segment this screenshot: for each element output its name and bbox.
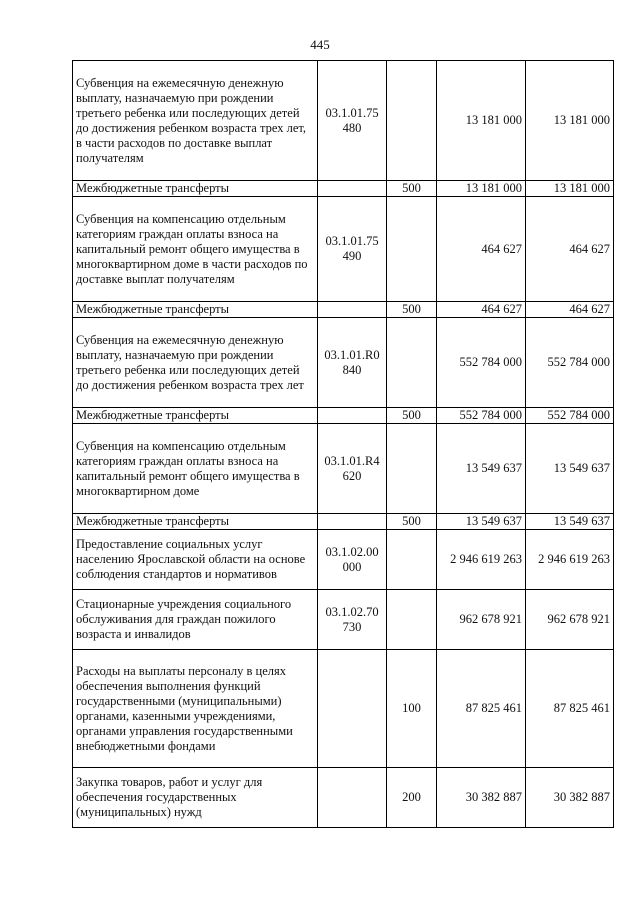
row-amount-1: 552 784 000 — [437, 318, 526, 408]
row-code — [318, 302, 387, 318]
row-amount-2: 2 946 619 263 — [526, 530, 614, 590]
row-amount-2: 87 825 461 — [526, 650, 614, 768]
row-code: 03.1.01.75 490 — [318, 197, 387, 302]
row-amount-2: 552 784 000 — [526, 408, 614, 424]
row-name: Межбюджетные трансферты — [73, 181, 318, 197]
row-expense-type: 500 — [387, 408, 437, 424]
row-amount-2: 13 549 637 — [526, 514, 614, 530]
row-expense-type: 500 — [387, 302, 437, 318]
row-code — [318, 650, 387, 768]
row-name: Закупка товаров, работ и услуг для обеспечения государственных (муниципальных) нужд — [73, 768, 318, 828]
page-number: 445 — [310, 37, 330, 52]
row-code: 03.1.02.70 730 — [318, 590, 387, 650]
row-amount-2: 552 784 000 — [526, 318, 614, 408]
row-name: Межбюджетные трансферты — [73, 408, 318, 424]
row-name: Субвенция на ежемесячную денежную выплату, назначаемую при рождении третьего ребенка или последующих детей до достижения ребенком возраста трех лет, в части расходов по доставке выплат получателям — [73, 61, 318, 181]
budget-table — [72, 60, 614, 828]
row-expense-type: 100 — [387, 650, 437, 768]
row-code: 03.1.01.R4 620 — [318, 424, 387, 514]
row-amount-1: 464 627 — [437, 197, 526, 302]
row-amount-1: 13 181 000 — [437, 61, 526, 181]
row-expense-type: 500 — [387, 514, 437, 530]
table-row — [73, 181, 614, 197]
table-row — [73, 650, 614, 768]
row-amount-1: 13 181 000 — [437, 181, 526, 197]
row-code — [318, 408, 387, 424]
row-name: Расходы на выплаты персоналу в целях обеспечения выполнения функций государственными (муниципальными) органами, казенными учреждениями, органами управления государственными внебюджетными фондами — [73, 650, 318, 768]
table-row — [73, 408, 614, 424]
row-expense-type: 200 — [387, 768, 437, 828]
row-expense-type — [387, 61, 437, 181]
row-name: Стационарные учреждения социального обслуживания для граждан пожилого возраста и инвалидов — [73, 590, 318, 650]
row-expense-type — [387, 318, 437, 408]
row-amount-1: 552 784 000 — [437, 408, 526, 424]
table-row — [73, 514, 614, 530]
row-amount-2: 962 678 921 — [526, 590, 614, 650]
row-expense-type — [387, 424, 437, 514]
row-amount-2: 13 549 637 — [526, 424, 614, 514]
row-amount-1: 87 825 461 — [437, 650, 526, 768]
row-expense-type: 500 — [387, 181, 437, 197]
table-row — [73, 530, 614, 590]
row-code — [318, 768, 387, 828]
table-row — [73, 302, 614, 318]
row-amount-2: 30 382 887 — [526, 768, 614, 828]
row-expense-type — [387, 590, 437, 650]
table-row — [73, 318, 614, 408]
row-code: 03.1.01.R0 840 — [318, 318, 387, 408]
row-code: 03.1.01.75 480 — [318, 61, 387, 181]
row-amount-2: 13 181 000 — [526, 61, 614, 181]
table-row — [73, 768, 614, 828]
table-row — [73, 424, 614, 514]
row-name: Субвенция на компенсацию отдельным категориям граждан оплаты взноса на капитальный ремонт общего имущества в многоквартирном доме в части расходов по доставке выплат получателям — [73, 197, 318, 302]
row-expense-type — [387, 197, 437, 302]
table-row — [73, 61, 614, 181]
row-name: Субвенция на ежемесячную денежную выплату, назначаемую при рождении третьего ребенка или последующих детей до достижения ребенком возраста трех лет — [73, 318, 318, 408]
row-amount-2: 13 181 000 — [526, 181, 614, 197]
row-name: Межбюджетные трансферты — [73, 302, 318, 318]
row-amount-1: 13 549 637 — [437, 514, 526, 530]
row-amount-1: 30 382 887 — [437, 768, 526, 828]
table-row — [73, 197, 614, 302]
row-amount-1: 962 678 921 — [437, 590, 526, 650]
row-code — [318, 181, 387, 197]
row-amount-1: 464 627 — [437, 302, 526, 318]
row-name: Субвенция на компенсацию отдельным категориям граждан оплаты взноса на капитальный ремонт общего имущества в многоквартирном доме — [73, 424, 318, 514]
row-name: Предоставление социальных услуг населению Ярославской области на основе соблюдения стандартов и нормативов — [73, 530, 318, 590]
table-row — [73, 590, 614, 650]
row-amount-2: 464 627 — [526, 302, 614, 318]
row-name: Межбюджетные трансферты — [73, 514, 318, 530]
row-code: 03.1.02.00 000 — [318, 530, 387, 590]
row-amount-1: 13 549 637 — [437, 424, 526, 514]
row-expense-type — [387, 530, 437, 590]
row-amount-1: 2 946 619 263 — [437, 530, 526, 590]
row-code — [318, 514, 387, 530]
row-amount-2: 464 627 — [526, 197, 614, 302]
